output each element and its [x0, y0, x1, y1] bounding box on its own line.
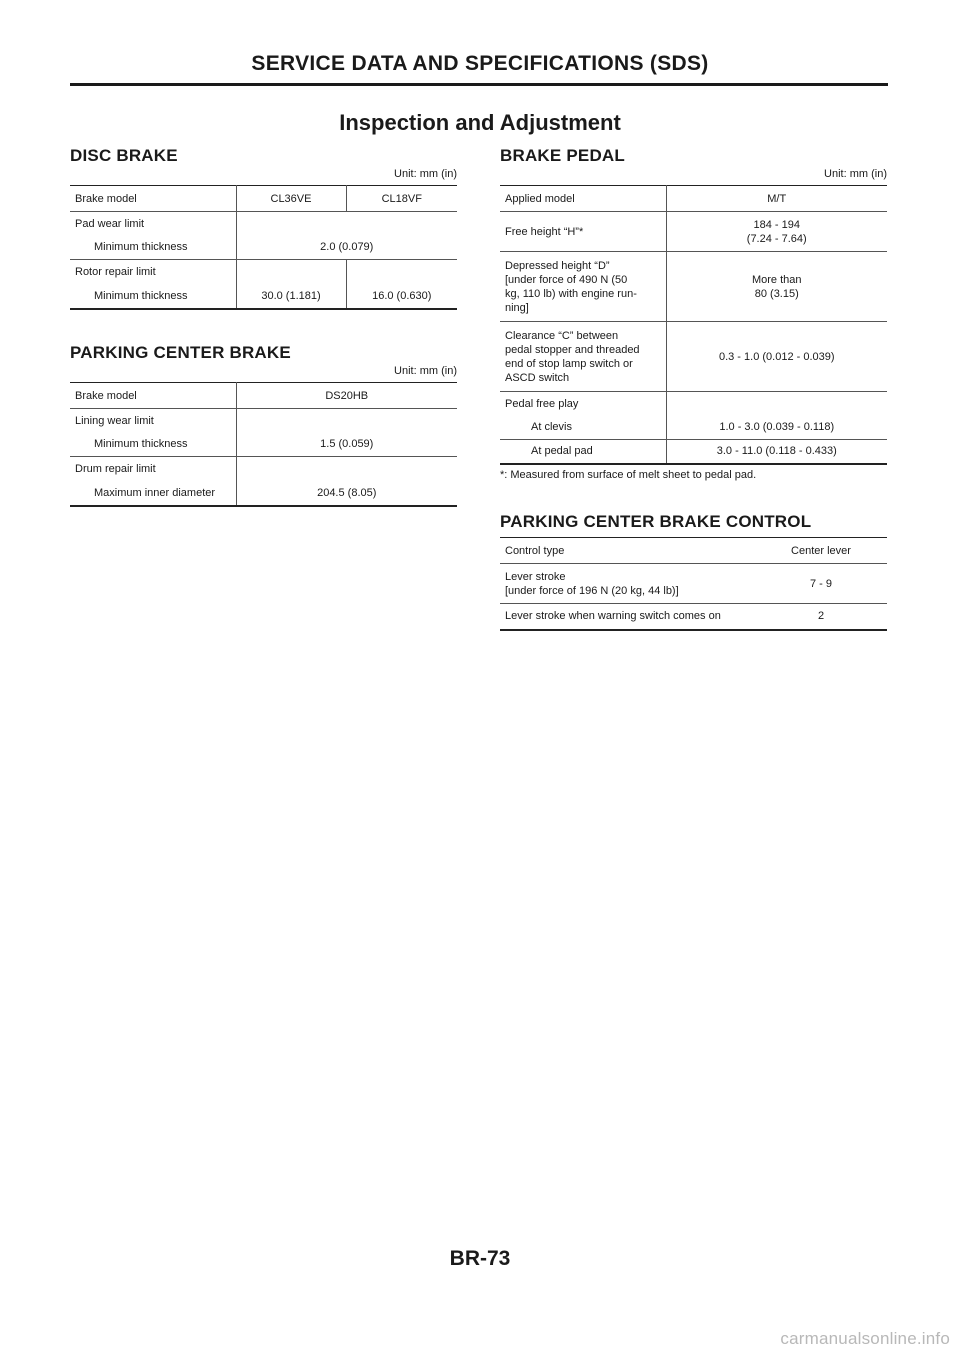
- cell-lining-label: Lining wear limit: [70, 409, 236, 433]
- cell-model-a: CL36VE: [236, 186, 346, 212]
- depressed-value-line-1: More than: [751, 273, 802, 286]
- table-row: [70, 481, 457, 506]
- header-rule: [70, 83, 888, 86]
- cell-depressed-value: [666, 252, 887, 322]
- table-row: [70, 236, 457, 260]
- table-row: [500, 322, 887, 392]
- clearance-label-line-3: end of stop lamp switch or: [505, 357, 633, 370]
- table-row: [70, 212, 457, 236]
- lever-stroke-label-line-2: [under force of 196 N (20 kg, 44 lb)]: [505, 584, 679, 597]
- depressed-value-line-2: 80 (3.15): [754, 287, 799, 300]
- parking-center-brake-table: [70, 382, 457, 507]
- page-number: BR-73: [449, 1247, 511, 1270]
- cell-lining-min-value: 1.5 (0.059): [236, 433, 457, 457]
- table-row: [500, 416, 887, 440]
- free-height-line-1: 184 - 194: [753, 218, 800, 231]
- page-title: Inspection and Adjustment: [339, 110, 621, 135]
- watermark: carmanualsonline.info: [780, 1329, 950, 1348]
- cell-pad-min-label: Minimum thickness: [94, 241, 188, 254]
- cell-drum-max-value: 204.5 (8.05): [236, 481, 457, 506]
- cell-pad-value: 3.0 - 11.0 (0.118 - 0.433): [666, 440, 887, 464]
- cell-pad-wear-label: Pad wear limit: [70, 212, 236, 236]
- parking-center-brake-control-heading: PARKING CENTER BRAKE CONTROL: [500, 512, 812, 531]
- cell-drum-max-label: Maximum inner diameter: [94, 486, 216, 499]
- cell-control-type-label: Control type: [505, 544, 565, 557]
- cell-warning-label: Lever stroke when warning switch comes on: [500, 604, 755, 630]
- cell-free-play-label: Pedal free play: [500, 392, 666, 416]
- parking-center-brake-heading: PARKING CENTER BRAKE: [70, 343, 291, 362]
- cell-free-height-value: [666, 212, 887, 252]
- table-row: [500, 212, 887, 252]
- table-row: [70, 433, 457, 457]
- disc-brake-section: [70, 146, 457, 310]
- table-row: [500, 564, 887, 604]
- disc-brake-unit: Unit: mm (in): [394, 168, 457, 180]
- brake-pedal-section: [500, 146, 887, 481]
- table-row: [500, 186, 887, 212]
- cell-clevis-value: 1.0 - 3.0 (0.039 - 0.118): [666, 416, 887, 440]
- table-row: [70, 284, 457, 309]
- table-row: [500, 604, 887, 630]
- cell-brake-model-label: Brake model: [75, 192, 137, 205]
- clearance-label-line-4: ASCD switch: [505, 371, 570, 384]
- cell-brake-model-label: Brake model: [75, 389, 137, 402]
- cell-model-b: CL18VF: [346, 186, 457, 212]
- table-row: [500, 538, 887, 564]
- cell-rotor-min-a: 30.0 (1.181): [236, 284, 346, 309]
- table-row: [500, 252, 887, 322]
- brake-pedal-heading: BRAKE PEDAL: [500, 146, 625, 165]
- header-title: SERVICE DATA AND SPECIFICATIONS (SDS): [251, 52, 709, 75]
- brake-pedal-table: [500, 185, 887, 465]
- free-height-line-2: (7.24 - 7.64): [746, 232, 807, 245]
- cell-brake-model-value: DS20HB: [236, 383, 457, 409]
- depressed-label-line-2: [under force of 490 N (50: [505, 273, 628, 286]
- cell-rotor-min-label: Minimum thickness: [94, 289, 188, 302]
- table-row: [500, 392, 887, 416]
- cell-pad-min-value: 2.0 (0.079): [236, 236, 457, 260]
- parking-center-brake-control-table: [500, 537, 887, 631]
- cell-lever-stroke-value: 7 - 9: [755, 564, 887, 604]
- cell-pad-label: At pedal pad: [500, 440, 666, 464]
- cell-lining-min-label: Minimum thickness: [94, 438, 188, 451]
- cell-rotor-min-b: 16.0 (0.630): [346, 284, 457, 309]
- disc-brake-heading: DISC BRAKE: [70, 146, 178, 165]
- table-row: [500, 440, 887, 464]
- depressed-label-line-3: kg, 110 lb) with engine run-: [505, 287, 637, 300]
- depressed-label-line-1: Depressed height “D”: [505, 259, 610, 272]
- cell-warning-value: 2: [755, 604, 887, 630]
- clearance-label-line-1: Clearance “C” between: [505, 329, 619, 342]
- cell-clearance-label: [500, 322, 666, 392]
- table-row: [70, 186, 457, 212]
- depressed-label-line-4: ning]: [505, 301, 529, 314]
- brake-pedal-footnote: *: Measured from surface of melt sheet to pedal pad.: [500, 468, 757, 481]
- brake-pedal-unit: Unit: mm (in): [824, 168, 887, 180]
- cell-rotor-label: Rotor repair limit: [70, 260, 236, 284]
- parking-center-brake-section: [70, 343, 457, 507]
- cell-control-type-value: Center lever: [791, 544, 851, 557]
- cell-free-height-label: Free height “H”*: [500, 212, 666, 252]
- cell-clevis-label: At clevis: [531, 421, 572, 434]
- cell-lever-stroke-label: [500, 564, 755, 604]
- table-row: [70, 383, 457, 409]
- cell-applied-value: M/T: [666, 186, 887, 212]
- cell-applied-label: Applied model: [505, 192, 575, 205]
- lever-stroke-label-line-1: Lever stroke: [505, 570, 566, 583]
- parking-center-brake-unit: Unit: mm (in): [394, 365, 457, 377]
- clearance-label-line-2: pedal stopper and threaded: [505, 343, 640, 356]
- cell-drum-label: Drum repair limit: [70, 457, 236, 481]
- cell-clearance-value: 0.3 - 1.0 (0.012 - 0.039): [666, 322, 887, 392]
- table-row: [70, 260, 457, 284]
- disc-brake-table: [70, 185, 457, 310]
- cell-depressed-label: [500, 252, 666, 322]
- table-row: [70, 457, 457, 481]
- parking-center-brake-control-section: [500, 512, 887, 631]
- table-row: [70, 409, 457, 433]
